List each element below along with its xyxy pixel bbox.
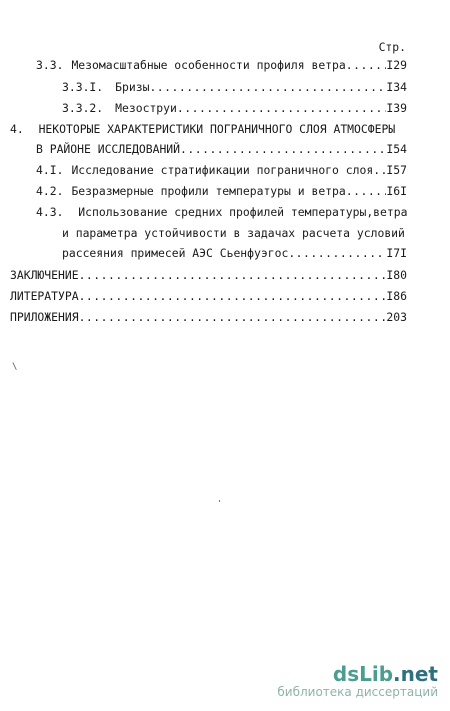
toc-title: ЛИТЕРАТУРА (10, 289, 79, 303)
watermark-subtitle: библиотека диссертаций (277, 685, 438, 699)
toc-page: I86 (386, 289, 407, 303)
toc-entry (36, 142, 407, 156)
toc-entry (36, 163, 407, 177)
brand-tld: .net (393, 662, 438, 686)
dot-leader (149, 80, 386, 94)
toc-entry (62, 246, 407, 260)
dot-leader (79, 310, 387, 324)
dot-leader (177, 101, 387, 115)
toc-entry (10, 268, 407, 282)
toc-number: 3.3.2. (62, 101, 104, 115)
toc-title: Использование средних профилей температуры,ветра (78, 205, 408, 219)
toc-page: I7I (386, 246, 407, 260)
watermark-logo (277, 663, 438, 685)
toc-title: Мезоструи (115, 101, 177, 115)
toc-entry (10, 289, 407, 303)
toc-number: 4.3. (36, 205, 64, 219)
dot-leader (79, 289, 387, 303)
toc-page: I29 (386, 58, 407, 72)
toc-entry (10, 310, 407, 324)
toc-entry (36, 184, 407, 198)
dot-leader (373, 163, 386, 177)
watermark (277, 663, 438, 699)
dot-leader (346, 184, 387, 198)
toc-title: В РАЙОНЕ ИССЛЕДОВАНИЙ (36, 142, 181, 156)
toc-number: 3.3.I. (62, 80, 104, 94)
toc-page: I34 (386, 80, 407, 94)
toc-entry-line (36, 205, 407, 219)
toc-page: I57 (386, 163, 407, 177)
toc-title: Мезомасштабные особенности профиля ветра (71, 58, 346, 72)
toc-page: I54 (386, 142, 407, 156)
toc-entry-line (10, 122, 395, 136)
toc-title: ЗАКЛЮЧЕНИЕ (10, 268, 79, 282)
toc-number: 4.2. (36, 184, 64, 198)
toc-page: I39 (386, 101, 407, 115)
toc-page: 203 (386, 310, 407, 324)
brand-main: dsLib (332, 662, 394, 686)
toc-number: 3.3. (36, 58, 64, 72)
toc-title: Исследование стратификации пограничного слоя (71, 163, 374, 177)
toc-title: рассеяния примесей АЭС Сьенфуэгос (62, 246, 289, 260)
page-column-header: Стр. (378, 40, 406, 54)
toc-number: 4. (10, 122, 24, 136)
toc-title: ПРИЛОЖЕНИЯ (10, 310, 79, 324)
scan-speck (219, 500, 220, 502)
toc-title: Бризы (115, 80, 150, 94)
dot-leader (79, 268, 387, 282)
toc-title: Безразмерные профили температуры и ветра (71, 184, 346, 198)
toc-title: НЕКОТОРЫЕ ХАРАКТЕРИСТИКИ ПОГРАНИЧНОГО СЛОЯ АТМОСФЕРЫ (38, 122, 396, 136)
dot-leader (180, 142, 386, 156)
toc-entry (36, 58, 407, 72)
toc-entry (62, 80, 407, 94)
dot-leader (288, 246, 386, 260)
toc-number: 4.I. (36, 163, 64, 177)
margin-mark: \ (12, 362, 18, 372)
toc-entry-line (62, 226, 405, 240)
toc-entry (62, 101, 407, 115)
toc-page: I80 (386, 268, 407, 282)
dot-leader (346, 58, 387, 72)
toc-title: и параметра устойчивости в задачах расчета условий (62, 226, 405, 240)
toc-page: I6I (386, 184, 407, 198)
